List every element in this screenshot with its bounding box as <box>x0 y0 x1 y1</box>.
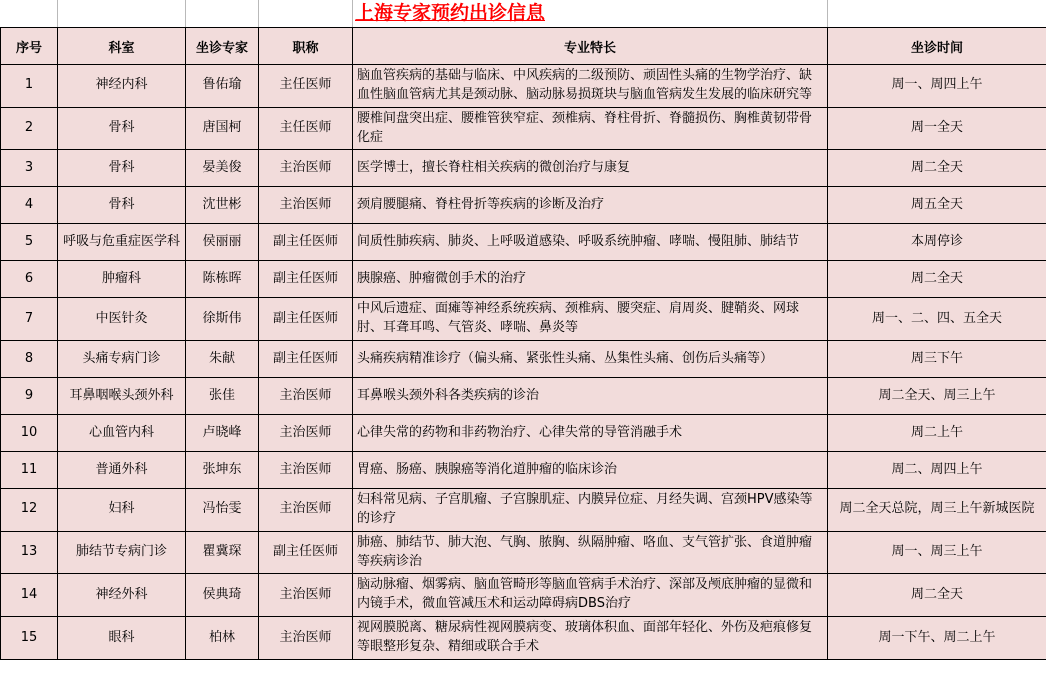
cell-job-title: 主治医师 <box>259 150 353 187</box>
cell-time: 周二、周四上午 <box>828 452 1046 489</box>
table-row <box>1 107 1046 150</box>
title-row-spacer <box>259 0 353 28</box>
table-row <box>1 617 1046 660</box>
cell-number: 9 <box>1 378 58 415</box>
cell-job-title: 主治医师 <box>259 415 353 452</box>
cell-job-title: 主治医师 <box>259 187 353 224</box>
cell-department: 神经外科 <box>58 574 186 617</box>
cell-time: 周一、周三上午 <box>828 531 1046 574</box>
cell-number: 4 <box>1 187 58 224</box>
cell-job-title: 主治医师 <box>259 378 353 415</box>
cell-time: 周二全天总院，周三上午新城医院 <box>828 489 1046 532</box>
cell-expert: 张佳 <box>186 378 259 415</box>
column-header-title: 职称 <box>259 28 353 65</box>
cell-expert: 侯丽丽 <box>186 224 259 261</box>
cell-time: 周二上午 <box>828 415 1046 452</box>
cell-number: 2 <box>1 107 58 150</box>
table-row <box>1 187 1046 224</box>
cell-time: 周二全天 <box>828 150 1046 187</box>
title-cell <box>353 0 828 28</box>
table-row <box>1 298 1046 341</box>
table-row <box>1 150 1046 187</box>
cell-number: 1 <box>1 65 58 108</box>
cell-job-title: 副主任医师 <box>259 298 353 341</box>
cell-time: 周一、周四上午 <box>828 65 1046 108</box>
cell-number: 12 <box>1 489 58 532</box>
cell-specialty: 脑血管疾病的基础与临床、中风疾病的二级预防、顽固性头痛的生物学治疗、缺血性脑血管病尤其是颈动脉、脑动脉易损斑块与脑血管病发生发展的临床研究等 <box>353 65 828 108</box>
table-row <box>1 224 1046 261</box>
column-header-spec: 专业特长 <box>353 28 828 65</box>
cell-number: 8 <box>1 341 58 378</box>
cell-department: 眼科 <box>58 617 186 660</box>
cell-specialty: 腰椎间盘突出症、腰椎管狭窄症、颈椎病、脊柱骨折、脊髓损伤、胸椎黄韧带骨化症 <box>353 107 828 150</box>
cell-job-title: 副主任医师 <box>259 261 353 298</box>
cell-expert: 柏林 <box>186 617 259 660</box>
cell-time: 周一下午、周二上午 <box>828 617 1046 660</box>
cell-time: 本周停诊 <box>828 224 1046 261</box>
cell-specialty: 胃癌、肠癌、胰腺癌等消化道肿瘤的临床诊治 <box>353 452 828 489</box>
cell-department: 耳鼻咽喉头颈外科 <box>58 378 186 415</box>
title-row-spacer <box>186 0 259 28</box>
column-header-time: 坐诊时间 <box>828 28 1046 65</box>
cell-department: 普通外科 <box>58 452 186 489</box>
title-row-spacer <box>1 0 58 28</box>
cell-number: 10 <box>1 415 58 452</box>
cell-job-title: 主治医师 <box>259 574 353 617</box>
cell-specialty: 医学博士，擅长脊柱相关疾病的微创治疗与康复 <box>353 150 828 187</box>
cell-job-title: 主治医师 <box>259 489 353 532</box>
table-row <box>1 531 1046 574</box>
cell-job-title: 副主任医师 <box>259 531 353 574</box>
cell-expert: 瞿冀琛 <box>186 531 259 574</box>
column-header-dept: 科室 <box>58 28 186 65</box>
cell-number: 13 <box>1 531 58 574</box>
cell-expert: 徐斯伟 <box>186 298 259 341</box>
title-row <box>1 0 1046 28</box>
cell-department: 头痛专病门诊 <box>58 341 186 378</box>
cell-specialty: 肺癌、肺结节、肺大泡、气胸、脓胸、纵隔肿瘤、咯血、支气管扩张、食道肿瘤等疾病诊治 <box>353 531 828 574</box>
cell-expert: 沈世彬 <box>186 187 259 224</box>
cell-expert: 陈栋晖 <box>186 261 259 298</box>
cell-time: 周三下午 <box>828 341 1046 378</box>
cell-expert: 侯典琦 <box>186 574 259 617</box>
cell-expert: 朱献 <box>186 341 259 378</box>
cell-job-title: 副主任医师 <box>259 224 353 261</box>
cell-specialty: 间质性肺疾病、肺炎、上呼吸道感染、呼吸系统肿瘤、哮喘、慢阻肺、肺结节 <box>353 224 828 261</box>
cell-specialty: 心律失常的药物和非药物治疗、心律失常的导管消融手术 <box>353 415 828 452</box>
title-row-spacer <box>58 0 186 28</box>
cell-department: 骨科 <box>58 187 186 224</box>
cell-job-title: 主任医师 <box>259 65 353 108</box>
cell-time: 周一全天 <box>828 107 1046 150</box>
cell-number: 3 <box>1 150 58 187</box>
table-row <box>1 489 1046 532</box>
cell-time: 周二全天 <box>828 574 1046 617</box>
column-header-no: 序号 <box>1 28 58 65</box>
cell-job-title: 主治医师 <box>259 617 353 660</box>
cell-time: 周一、二、四、五全天 <box>828 298 1046 341</box>
table-row <box>1 452 1046 489</box>
cell-expert: 晏美俊 <box>186 150 259 187</box>
page-title: 上海专家预约出诊信息 <box>355 2 546 24</box>
cell-specialty: 脑动脉瘤、烟雾病、脑血管畸形等脑血管病手术治疗、深部及颅底肿瘤的显微和内镜手术，微血管减压术和运动障碍病DBS治疗 <box>353 574 828 617</box>
cell-job-title: 副主任医师 <box>259 341 353 378</box>
cell-department: 中医针灸 <box>58 298 186 341</box>
cell-department: 神经内科 <box>58 65 186 108</box>
cell-specialty: 中风后遗症、面瘫等神经系统疾病、颈椎病、腰突症、肩周炎、腱鞘炎、网球肘、耳聋耳鸣、气管炎、哮喘、鼻炎等 <box>353 298 828 341</box>
cell-department: 妇科 <box>58 489 186 532</box>
cell-specialty: 耳鼻喉头颈外科各类疾病的诊治 <box>353 378 828 415</box>
cell-department: 骨科 <box>58 150 186 187</box>
cell-number: 15 <box>1 617 58 660</box>
header-row <box>1 28 1046 65</box>
cell-specialty: 妇科常见病、子宫肌瘤、子宫腺肌症、内膜异位症、月经失调、宫颈HPV感染等的诊疗 <box>353 489 828 532</box>
cell-number: 6 <box>1 261 58 298</box>
table-row <box>1 65 1046 108</box>
cell-specialty: 视网膜脱离、糖尿病性视网膜病变、玻璃体积血、面部年轻化、外伤及疤痕修复等眼整形复杂、精细或联合手术 <box>353 617 828 660</box>
cell-expert: 张坤东 <box>186 452 259 489</box>
table-row <box>1 415 1046 452</box>
cell-job-title: 主治医师 <box>259 452 353 489</box>
table-row <box>1 574 1046 617</box>
cell-number: 5 <box>1 224 58 261</box>
cell-department: 呼吸与危重症医学科 <box>58 224 186 261</box>
table-row <box>1 341 1046 378</box>
cell-expert: 冯怡雯 <box>186 489 259 532</box>
cell-time: 周二全天、周三上午 <box>828 378 1046 415</box>
cell-department: 肿瘤科 <box>58 261 186 298</box>
cell-expert: 唐国柯 <box>186 107 259 150</box>
cell-department: 肺结节专病门诊 <box>58 531 186 574</box>
cell-job-title: 主任医师 <box>259 107 353 150</box>
cell-number: 14 <box>1 574 58 617</box>
table-row <box>1 378 1046 415</box>
cell-specialty: 胰腺癌、肿瘤微创手术的治疗 <box>353 261 828 298</box>
table-row <box>1 261 1046 298</box>
cell-time: 周五全天 <box>828 187 1046 224</box>
cell-expert: 鲁佑瑜 <box>186 65 259 108</box>
cell-specialty: 颈肩腰腿痛、脊柱骨折等疾病的诊断及治疗 <box>353 187 828 224</box>
cell-expert: 卢晓峰 <box>186 415 259 452</box>
cell-time: 周二全天 <box>828 261 1046 298</box>
column-header-expert: 坐诊专家 <box>186 28 259 65</box>
cell-specialty: 头痛疾病精准诊疗（偏头痛、紧张性头痛、丛集性头痛、创伤后头痛等） <box>353 341 828 378</box>
cell-department: 心血管内科 <box>58 415 186 452</box>
cell-number: 11 <box>1 452 58 489</box>
title-row-spacer <box>828 0 1046 28</box>
cell-number: 7 <box>1 298 58 341</box>
cell-department: 骨科 <box>58 107 186 150</box>
